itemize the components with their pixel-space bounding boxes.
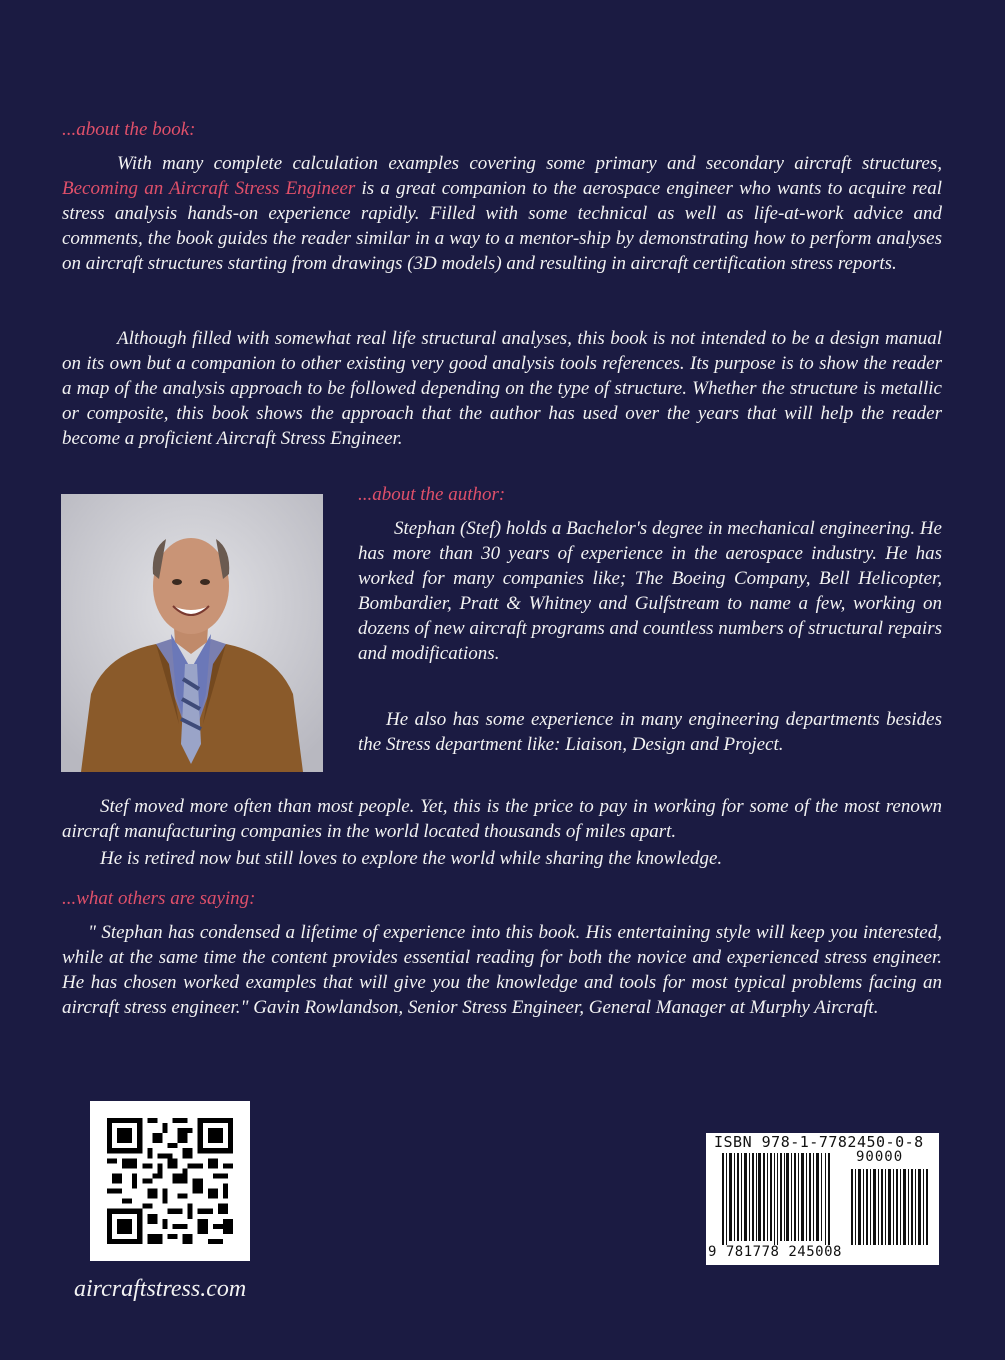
about-book-paragraph-2: Although filled with somewhat real life structural analyses, this book is not intended to be a design manual on its own but a companion to other existing very good analysis tools references. Its purpose is to show the reader a map of the analysis approach to be followed depending on the type of structure. Whether the structure is metallic or composite, this book shows the approach that the author has used over the years that will help the reader become a proficient Aircraft Stress Engineer. — [62, 328, 942, 449]
about-author-paragraph-4: He is retired now but still loves to explore the world while sharing the knowledge. — [100, 848, 723, 869]
book-title: Becoming an Aircraft Stress Engineer — [62, 178, 356, 199]
qr-code-icon — [107, 1118, 233, 1244]
about-book-text-before: With many complete calculation examples covering some primary and secondary aircraft structures, — [117, 153, 942, 174]
about-book-heading: ...about the book: — [62, 119, 196, 140]
testimonials-heading: ...what others are saying: — [62, 888, 256, 909]
testimonial-quote: " Stephan has condensed a lifetime of experience into this book. His entertaining style will keep you interested, while at the same time the content provides essential reading for both the novice and experienced stress engineer. He has chosen worked examples that will give you the knowledge and tools for most typical problems facing an aircraft stress engineer." Gavin Rowlandson, Senior Stress Engineer, General Manager at Murphy Aircraft. — [62, 922, 942, 1018]
author-photo — [61, 494, 323, 772]
isbn-barcode — [706, 1133, 939, 1265]
about-author-heading: ...about the author: — [358, 484, 506, 505]
website-url[interactable]: aircraftstress.com — [74, 1276, 247, 1302]
qr-code — [90, 1101, 250, 1261]
about-book-text-after: is a great companion to the aerospace engineer who wants to acquire real stress analysis hands-on experience rapidly. Filled with some technical as well as life-at-work advice and comments, the book guides the reader similar in a way to a mentor-ship by demonstrating how to perform analyses on aircraft structures starting from drawings (3D models) and resulting in aircraft certification stress reports. — [62, 178, 943, 274]
barcode-number: 9 781778 245008 — [708, 1244, 842, 1260]
about-book-paragraph-1 — [62, 151, 942, 276]
about-author-paragraph-3: Stef moved more often than most people. Yet, this is the price to pay in working for some of the most renown aircraft manufacturing companies in the world located thousands of miles apart. — [62, 796, 942, 842]
about-author-paragraph-1: Stephan (Stef) holds a Bachelor's degree in mechanical engineering. He has more than 30 years of experience in the aerospace industry. He has worked for many companies like; The Boeing Company, Bell Helicopter, Bombardier, Pratt & Whitney and Gulfstream to name a few, working on dozens of new aircraft programs and countless numbers of structural repairs and modifications. — [358, 518, 942, 664]
about-author-paragraph-2: He also has some experience in many engineering departments besides the Stress department like: Liaison, Design and Project. — [358, 709, 942, 755]
barcode-addon-number: 90000 — [856, 1149, 904, 1165]
author-portrait-illustration — [61, 494, 323, 772]
isbn-label: ISBN 978-1-7782450-0-8 — [714, 1133, 924, 1151]
